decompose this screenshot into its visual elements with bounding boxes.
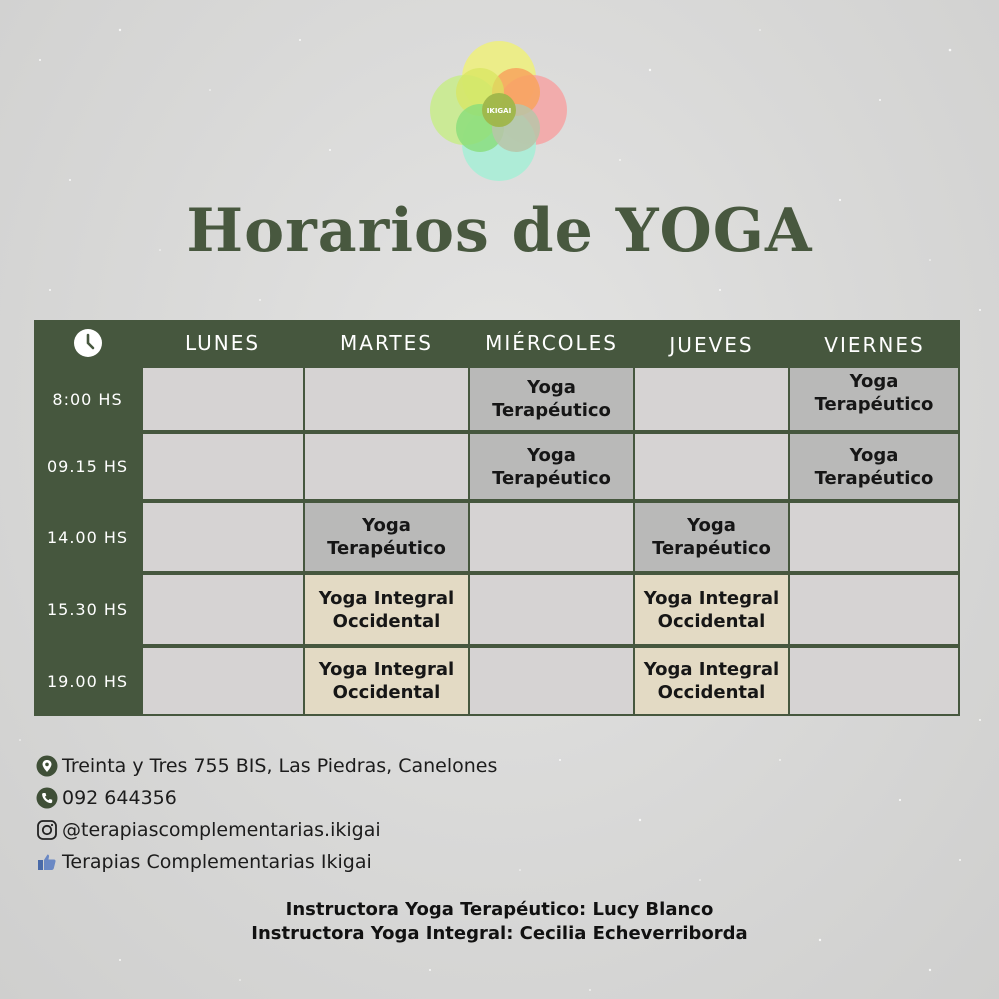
session-line2: Terapéutico bbox=[814, 467, 934, 489]
time-label: 14.00 HS bbox=[46, 527, 129, 547]
session-line1: Yoga Integral bbox=[318, 587, 455, 609]
schedule-cell-yoga-terapeutico bbox=[635, 503, 788, 571]
session-line1: Yoga bbox=[849, 444, 899, 466]
schedule-cell-empty bbox=[143, 503, 303, 571]
phone-icon bbox=[36, 787, 58, 809]
instagram-text: @terapiascomplementarias.ikigai bbox=[62, 819, 381, 841]
session-line1: Yoga Integral bbox=[643, 587, 780, 609]
location-pin-icon bbox=[36, 755, 58, 777]
ikigai-logo bbox=[428, 40, 570, 182]
facebook-row bbox=[36, 846, 497, 878]
instructor-line-integral: Instructora Yoga Integral: Cecilia Echeverriborda bbox=[251, 923, 748, 944]
session-line2: Terapéutico bbox=[814, 394, 934, 415]
schedule-cell-empty bbox=[470, 648, 633, 714]
schedule-cell-yoga-terapeutico bbox=[305, 503, 468, 571]
session-line2: Terapéutico bbox=[492, 467, 611, 489]
session-line1: Yoga bbox=[849, 371, 899, 392]
facebook-text: Terapias Complementarias Ikigai bbox=[62, 851, 372, 873]
schedule-cell-yoga-integral bbox=[305, 575, 468, 644]
time-label: 15.30 HS bbox=[46, 600, 129, 619]
schedule-cell-empty bbox=[470, 503, 633, 571]
instagram-icon bbox=[36, 819, 58, 841]
session-line1: Yoga Integral bbox=[643, 659, 780, 680]
schedule-cell-yoga-terapeutico bbox=[790, 434, 958, 499]
schedule-cell-empty bbox=[305, 434, 468, 499]
schedule-cell-empty bbox=[143, 575, 303, 644]
time-label: 8:00 HS bbox=[52, 389, 123, 409]
clock-header-cell bbox=[34, 320, 141, 366]
session-line2: Occidental bbox=[657, 682, 766, 703]
session-line1: Yoga bbox=[687, 515, 736, 536]
time-label: 19.00 HS bbox=[46, 671, 129, 691]
session-line1: Yoga bbox=[362, 515, 411, 536]
schedule-cell-yoga-terapeutico bbox=[470, 434, 633, 499]
address-text: Treinta y Tres 755 BIS, Las Piedras, Canelones bbox=[62, 755, 498, 777]
day-header-jueves: JUEVES bbox=[669, 333, 754, 357]
session-line2: Terapéutico bbox=[652, 538, 771, 559]
day-header-lunes: LUNES bbox=[184, 331, 261, 355]
day-header-viernes: VIERNES bbox=[824, 333, 925, 357]
session-line1: Yoga bbox=[527, 444, 576, 466]
schedule-cell-yoga-integral bbox=[635, 575, 788, 644]
schedule-cell-yoga-integral bbox=[635, 648, 788, 714]
session-line1: Yoga bbox=[527, 377, 576, 398]
day-header-martes: MARTES bbox=[340, 331, 433, 355]
contact-info bbox=[36, 750, 497, 878]
instructors-info bbox=[0, 898, 999, 946]
session-line2: Occidental bbox=[332, 682, 441, 703]
session-line2: Terapéutico bbox=[492, 400, 611, 421]
schedule-cell-empty bbox=[790, 503, 958, 571]
schedule-cell-empty bbox=[143, 648, 303, 714]
phone-text: 092 644356 bbox=[62, 787, 177, 809]
page-title: Horarios de YOGA bbox=[186, 196, 813, 266]
address-row bbox=[36, 750, 497, 782]
schedule-cell-empty bbox=[790, 575, 958, 644]
schedule-cell-yoga-integral bbox=[305, 648, 468, 714]
clock-icon bbox=[73, 328, 103, 358]
schedule-table bbox=[34, 320, 960, 716]
session-line2: Occidental bbox=[332, 610, 441, 632]
schedule-cell-empty bbox=[470, 575, 633, 644]
session-line1: Yoga Integral bbox=[318, 659, 455, 680]
schedule-cell-yoga-terapeutico bbox=[470, 368, 633, 430]
instructor-line-terapeutico: Instructora Yoga Terapéutico: Lucy Blanco bbox=[285, 899, 714, 920]
instagram-row bbox=[36, 814, 497, 846]
schedule-cell-empty bbox=[635, 434, 788, 499]
logo-text: IKIGAI bbox=[486, 107, 512, 115]
schedule-cell-empty bbox=[635, 368, 788, 430]
schedule-cell-empty bbox=[143, 368, 303, 430]
session-line2: Terapéutico bbox=[327, 538, 446, 559]
schedule-cell-empty bbox=[143, 434, 303, 499]
session-line2: Occidental bbox=[657, 610, 766, 632]
time-label: 09.15 HS bbox=[46, 457, 129, 476]
schedule-cell-empty bbox=[305, 368, 468, 430]
phone-row bbox=[36, 782, 497, 814]
thumbs-up-icon bbox=[36, 851, 58, 873]
schedule-cell-yoga-terapeutico bbox=[790, 368, 958, 430]
day-header-miercoles: MIÉRCOLES bbox=[485, 331, 618, 355]
schedule-cell-empty bbox=[790, 648, 958, 714]
